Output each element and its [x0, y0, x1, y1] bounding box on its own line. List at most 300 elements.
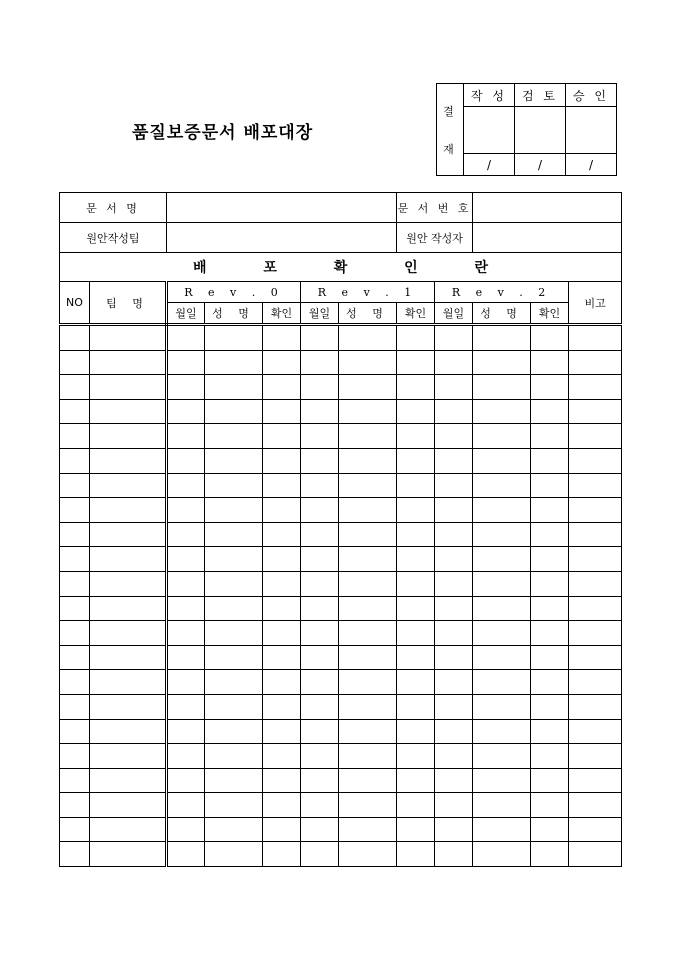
no-header: NO: [60, 282, 90, 325]
table-cell[interactable]: [435, 448, 473, 473]
table-cell[interactable]: [531, 399, 569, 424]
table-cell[interactable]: [205, 325, 263, 351]
table-cell[interactable]: [397, 448, 435, 473]
table-cell[interactable]: [301, 522, 339, 547]
table-cell[interactable]: [90, 325, 167, 351]
table-cell[interactable]: [473, 621, 531, 646]
table-cell[interactable]: [435, 694, 473, 719]
table-cell[interactable]: [569, 522, 622, 547]
table-cell[interactable]: [90, 670, 167, 695]
table-cell[interactable]: [473, 694, 531, 719]
approval-date-approve[interactable]: /: [566, 154, 617, 176]
table-cell[interactable]: [339, 817, 397, 842]
table-cell[interactable]: [90, 719, 167, 744]
table-cell[interactable]: [339, 498, 397, 523]
table-cell[interactable]: [531, 473, 569, 498]
table-cell[interactable]: [301, 596, 339, 621]
table-cell[interactable]: [60, 694, 90, 719]
table-cell[interactable]: [339, 350, 397, 375]
table-cell[interactable]: [90, 621, 167, 646]
table-cell[interactable]: [263, 768, 301, 793]
approval-sign-write[interactable]: [464, 107, 515, 154]
table-cell[interactable]: [435, 350, 473, 375]
table-cell[interactable]: [205, 670, 263, 695]
table-cell[interactable]: [569, 448, 622, 473]
table-cell[interactable]: [301, 448, 339, 473]
table-cell[interactable]: [473, 571, 531, 596]
table-cell[interactable]: [569, 325, 622, 351]
table-cell[interactable]: [339, 645, 397, 670]
table-cell[interactable]: [205, 719, 263, 744]
table-cell[interactable]: [339, 424, 397, 449]
table-cell[interactable]: [339, 571, 397, 596]
document-title: 품질보증문서 배포대장: [132, 123, 314, 143]
table-cell[interactable]: [435, 670, 473, 695]
table-cell[interactable]: [167, 719, 205, 744]
table-cell[interactable]: [339, 375, 397, 400]
table-cell[interactable]: [569, 694, 622, 719]
table-cell[interactable]: [167, 571, 205, 596]
table-cell[interactable]: [90, 448, 167, 473]
table-cell[interactable]: [435, 571, 473, 596]
table-cell[interactable]: [90, 473, 167, 498]
table-cell[interactable]: [301, 768, 339, 793]
table-cell[interactable]: [60, 424, 90, 449]
table-cell[interactable]: [339, 744, 397, 769]
table-cell[interactable]: [301, 498, 339, 523]
table-cell[interactable]: [473, 498, 531, 523]
rev1-date-header: 월일: [301, 303, 339, 325]
table-cell[interactable]: [435, 645, 473, 670]
table-cell[interactable]: [60, 719, 90, 744]
table-cell[interactable]: [473, 399, 531, 424]
table-cell[interactable]: [301, 817, 339, 842]
table-cell[interactable]: [90, 399, 167, 424]
table-cell[interactable]: [569, 744, 622, 769]
table-cell[interactable]: [569, 621, 622, 646]
table-cell[interactable]: [397, 817, 435, 842]
table-cell[interactable]: [473, 670, 531, 695]
rev2-date-header: 월일: [435, 303, 473, 325]
table-cell[interactable]: [205, 473, 263, 498]
table-cell[interactable]: [167, 350, 205, 375]
table-cell[interactable]: [397, 522, 435, 547]
table-cell[interactable]: [339, 768, 397, 793]
table-cell[interactable]: [60, 325, 90, 351]
table-cell[interactable]: [90, 694, 167, 719]
table-cell[interactable]: [301, 399, 339, 424]
approval-date-write[interactable]: /: [464, 154, 515, 176]
table-cell[interactable]: [397, 571, 435, 596]
table-cell[interactable]: [473, 547, 531, 572]
table-cell[interactable]: [397, 375, 435, 400]
table-cell[interactable]: [435, 522, 473, 547]
table-cell[interactable]: [569, 842, 622, 867]
table-row: [60, 719, 622, 744]
table-cell[interactable]: [205, 621, 263, 646]
table-cell[interactable]: [167, 621, 205, 646]
table-cell[interactable]: [339, 719, 397, 744]
table-cell[interactable]: [397, 670, 435, 695]
table-cell[interactable]: [339, 793, 397, 818]
table-cell[interactable]: [263, 399, 301, 424]
table-cell[interactable]: [167, 547, 205, 572]
table-cell[interactable]: [397, 325, 435, 351]
table-cell[interactable]: [339, 325, 397, 351]
table-cell[interactable]: [473, 768, 531, 793]
table-cell[interactable]: [60, 571, 90, 596]
table-cell[interactable]: [167, 399, 205, 424]
table-cell[interactable]: [205, 350, 263, 375]
origin-team-label: 원안작성팀: [60, 223, 167, 253]
table-cell[interactable]: [205, 645, 263, 670]
rev0-header: R e v . 0: [167, 282, 301, 303]
approval-sign-approve[interactable]: [566, 107, 617, 154]
table-cell[interactable]: [397, 768, 435, 793]
doc-name-label: 문 서 명: [60, 193, 167, 223]
table-cell[interactable]: [301, 670, 339, 695]
table-cell[interactable]: [90, 817, 167, 842]
distribution-rows: [60, 325, 622, 867]
table-cell[interactable]: [90, 596, 167, 621]
table-cell[interactable]: [569, 498, 622, 523]
table-cell[interactable]: [473, 350, 531, 375]
table-cell[interactable]: [339, 842, 397, 867]
table-cell[interactable]: [569, 473, 622, 498]
table-cell[interactable]: [263, 448, 301, 473]
table-cell[interactable]: [435, 375, 473, 400]
table-cell[interactable]: [397, 645, 435, 670]
table-cell[interactable]: [60, 448, 90, 473]
table-cell[interactable]: [263, 473, 301, 498]
table-cell[interactable]: [263, 744, 301, 769]
table-cell[interactable]: [397, 350, 435, 375]
table-cell[interactable]: [569, 399, 622, 424]
table-cell[interactable]: [473, 448, 531, 473]
table-cell[interactable]: [473, 424, 531, 449]
table-cell[interactable]: [397, 596, 435, 621]
table-cell[interactable]: [301, 621, 339, 646]
table-cell[interactable]: [531, 350, 569, 375]
table-cell[interactable]: [569, 719, 622, 744]
table-cell[interactable]: [263, 498, 301, 523]
table-cell[interactable]: [435, 817, 473, 842]
table-cell[interactable]: [301, 547, 339, 572]
table-cell[interactable]: [569, 547, 622, 572]
table-cell[interactable]: [473, 596, 531, 621]
table-cell[interactable]: [397, 793, 435, 818]
table-cell[interactable]: [569, 424, 622, 449]
table-cell[interactable]: [339, 596, 397, 621]
table-cell[interactable]: [167, 473, 205, 498]
table-cell[interactable]: [60, 547, 90, 572]
table-cell[interactable]: [60, 817, 90, 842]
table-cell[interactable]: [90, 375, 167, 400]
table-cell[interactable]: [60, 399, 90, 424]
table-cell[interactable]: [60, 350, 90, 375]
table-cell[interactable]: [90, 522, 167, 547]
table-cell[interactable]: [60, 744, 90, 769]
table-cell[interactable]: [60, 473, 90, 498]
table-cell[interactable]: [339, 473, 397, 498]
table-cell[interactable]: [167, 817, 205, 842]
table-cell[interactable]: [531, 547, 569, 572]
table-cell[interactable]: [167, 596, 205, 621]
table-cell[interactable]: [167, 498, 205, 523]
table-cell[interactable]: [301, 473, 339, 498]
table-cell[interactable]: [435, 596, 473, 621]
section-title: 배 포 확 인 란: [192, 260, 515, 276]
table-cell[interactable]: [531, 842, 569, 867]
table-cell[interactable]: [531, 375, 569, 400]
table-cell[interactable]: [205, 375, 263, 400]
table-cell[interactable]: [397, 498, 435, 523]
table-cell[interactable]: [90, 571, 167, 596]
table-cell[interactable]: [473, 473, 531, 498]
table-cell[interactable]: [263, 793, 301, 818]
table-cell[interactable]: [167, 424, 205, 449]
table-cell[interactable]: [301, 842, 339, 867]
table-cell[interactable]: [205, 768, 263, 793]
table-cell[interactable]: [435, 793, 473, 818]
table-cell[interactable]: [205, 842, 263, 867]
table-row: [60, 571, 622, 596]
table-cell[interactable]: [531, 522, 569, 547]
table-cell[interactable]: [531, 424, 569, 449]
table-cell[interactable]: [301, 375, 339, 400]
table-cell[interactable]: [569, 670, 622, 695]
table-cell[interactable]: [531, 670, 569, 695]
table-cell[interactable]: [473, 375, 531, 400]
team-header: 팀 명: [90, 282, 167, 325]
table-cell[interactable]: [339, 448, 397, 473]
approval-date-review[interactable]: /: [515, 154, 566, 176]
table-cell[interactable]: [205, 547, 263, 572]
table-cell[interactable]: [167, 645, 205, 670]
table-cell[interactable]: [339, 621, 397, 646]
table-cell[interactable]: [339, 547, 397, 572]
table-cell[interactable]: [397, 473, 435, 498]
table-cell[interactable]: [569, 768, 622, 793]
table-cell[interactable]: [263, 522, 301, 547]
table-cell[interactable]: [205, 522, 263, 547]
table-cell[interactable]: [263, 547, 301, 572]
table-cell[interactable]: [339, 694, 397, 719]
table-cell[interactable]: [263, 424, 301, 449]
table-cell[interactable]: [531, 448, 569, 473]
table-cell[interactable]: [569, 817, 622, 842]
table-cell[interactable]: [60, 842, 90, 867]
table-cell[interactable]: [435, 498, 473, 523]
rev0-name-header: 성 명: [205, 303, 263, 325]
table-cell[interactable]: [60, 522, 90, 547]
table-cell[interactable]: [397, 621, 435, 646]
table-row: [60, 473, 622, 498]
table-cell[interactable]: [90, 547, 167, 572]
table-cell[interactable]: [435, 768, 473, 793]
table-row: [60, 375, 622, 400]
table-cell[interactable]: [301, 571, 339, 596]
table-cell[interactable]: [435, 424, 473, 449]
table-cell[interactable]: [531, 793, 569, 818]
table-cell[interactable]: [531, 694, 569, 719]
table-cell[interactable]: [60, 793, 90, 818]
table-cell[interactable]: [569, 596, 622, 621]
table-cell[interactable]: [435, 719, 473, 744]
origin-author-field[interactable]: [473, 223, 622, 253]
table-cell[interactable]: [60, 768, 90, 793]
table-cell[interactable]: [167, 793, 205, 818]
table-cell[interactable]: [569, 645, 622, 670]
table-cell[interactable]: [205, 744, 263, 769]
table-cell[interactable]: [263, 325, 301, 351]
table-cell[interactable]: [473, 793, 531, 818]
table-cell[interactable]: [263, 596, 301, 621]
table-cell[interactable]: [531, 817, 569, 842]
table-cell[interactable]: [90, 768, 167, 793]
table-cell[interactable]: [397, 547, 435, 572]
table-cell[interactable]: [301, 645, 339, 670]
table-cell[interactable]: [205, 793, 263, 818]
table-cell[interactable]: [473, 522, 531, 547]
table-cell[interactable]: [167, 448, 205, 473]
table-cell[interactable]: [397, 424, 435, 449]
table-cell[interactable]: [531, 645, 569, 670]
table-cell[interactable]: [263, 817, 301, 842]
origin-team-field[interactable]: [167, 223, 397, 253]
table-cell[interactable]: [205, 817, 263, 842]
table-cell[interactable]: [301, 744, 339, 769]
table-cell[interactable]: [167, 325, 205, 351]
table-cell[interactable]: [397, 842, 435, 867]
table-cell[interactable]: [435, 325, 473, 351]
table-cell[interactable]: [301, 325, 339, 351]
table-cell[interactable]: [531, 571, 569, 596]
table-cell[interactable]: [397, 744, 435, 769]
table-cell[interactable]: [60, 670, 90, 695]
table-cell[interactable]: [301, 719, 339, 744]
table-cell[interactable]: [263, 375, 301, 400]
table-cell[interactable]: [60, 596, 90, 621]
approval-col-write: 작 성: [464, 84, 515, 107]
table-cell[interactable]: [397, 399, 435, 424]
table-cell[interactable]: [90, 793, 167, 818]
table-cell[interactable]: [167, 768, 205, 793]
table-cell[interactable]: [60, 645, 90, 670]
table-row: [60, 399, 622, 424]
table-cell[interactable]: [473, 744, 531, 769]
table-cell[interactable]: [90, 498, 167, 523]
table-cell[interactable]: [569, 375, 622, 400]
table-cell[interactable]: [205, 571, 263, 596]
table-cell[interactable]: [263, 621, 301, 646]
table-cell[interactable]: [263, 645, 301, 670]
table-cell[interactable]: [397, 719, 435, 744]
table-cell[interactable]: [205, 399, 263, 424]
table-cell[interactable]: [473, 719, 531, 744]
table-cell[interactable]: [301, 424, 339, 449]
table-cell[interactable]: [90, 744, 167, 769]
table-cell[interactable]: [263, 571, 301, 596]
table-cell[interactable]: [435, 744, 473, 769]
table-cell[interactable]: [531, 621, 569, 646]
doc-name-field[interactable]: [167, 193, 397, 223]
table-cell[interactable]: [339, 399, 397, 424]
table-cell[interactable]: [569, 350, 622, 375]
table-cell[interactable]: [90, 424, 167, 449]
table-cell[interactable]: [263, 694, 301, 719]
table-cell[interactable]: [263, 350, 301, 375]
table-cell[interactable]: [90, 645, 167, 670]
table-cell[interactable]: [301, 793, 339, 818]
table-cell[interactable]: [531, 596, 569, 621]
table-cell[interactable]: [205, 498, 263, 523]
table-cell[interactable]: [397, 694, 435, 719]
table-row: [60, 768, 622, 793]
doc-number-field[interactable]: [473, 193, 622, 223]
table-cell[interactable]: [167, 522, 205, 547]
table-cell[interactable]: [167, 694, 205, 719]
table-cell[interactable]: [473, 325, 531, 351]
table-cell[interactable]: [205, 448, 263, 473]
table-cell[interactable]: [435, 399, 473, 424]
table-cell[interactable]: [531, 325, 569, 351]
table-cell[interactable]: [435, 621, 473, 646]
table-cell[interactable]: [569, 793, 622, 818]
table-cell[interactable]: [473, 817, 531, 842]
table-cell[interactable]: [263, 670, 301, 695]
table-cell[interactable]: [90, 350, 167, 375]
doc-number-label: 문 서 번 호: [397, 193, 473, 223]
table-cell[interactable]: [167, 744, 205, 769]
table-cell[interactable]: [60, 375, 90, 400]
table-row: [60, 522, 622, 547]
table-cell[interactable]: [263, 719, 301, 744]
table-cell[interactable]: [205, 596, 263, 621]
table-cell[interactable]: [473, 842, 531, 867]
table-cell[interactable]: [339, 670, 397, 695]
table-cell[interactable]: [205, 694, 263, 719]
table-cell[interactable]: [435, 842, 473, 867]
table-cell[interactable]: [435, 473, 473, 498]
table-cell[interactable]: [531, 498, 569, 523]
table-row: [60, 448, 622, 473]
table-cell[interactable]: [167, 670, 205, 695]
table-cell[interactable]: [531, 744, 569, 769]
table-cell[interactable]: [569, 571, 622, 596]
approval-sign-review[interactable]: [515, 107, 566, 154]
table-cell[interactable]: [339, 522, 397, 547]
table-cell[interactable]: [167, 375, 205, 400]
table-cell[interactable]: [263, 842, 301, 867]
table-cell[interactable]: [301, 694, 339, 719]
table-row: [60, 842, 622, 867]
rev1-name-header: 성 명: [339, 303, 397, 325]
table-row: [60, 817, 622, 842]
table-cell[interactable]: [60, 498, 90, 523]
table-cell[interactable]: [167, 842, 205, 867]
table-cell[interactable]: [301, 350, 339, 375]
table-cell[interactable]: [531, 768, 569, 793]
table-cell[interactable]: [531, 719, 569, 744]
table-cell[interactable]: [435, 547, 473, 572]
table-cell[interactable]: [473, 645, 531, 670]
approval-col-approve: 승 인: [566, 84, 617, 107]
table-cell[interactable]: [90, 842, 167, 867]
table-row: [60, 793, 622, 818]
table-cell[interactable]: [60, 621, 90, 646]
table-cell[interactable]: [205, 424, 263, 449]
